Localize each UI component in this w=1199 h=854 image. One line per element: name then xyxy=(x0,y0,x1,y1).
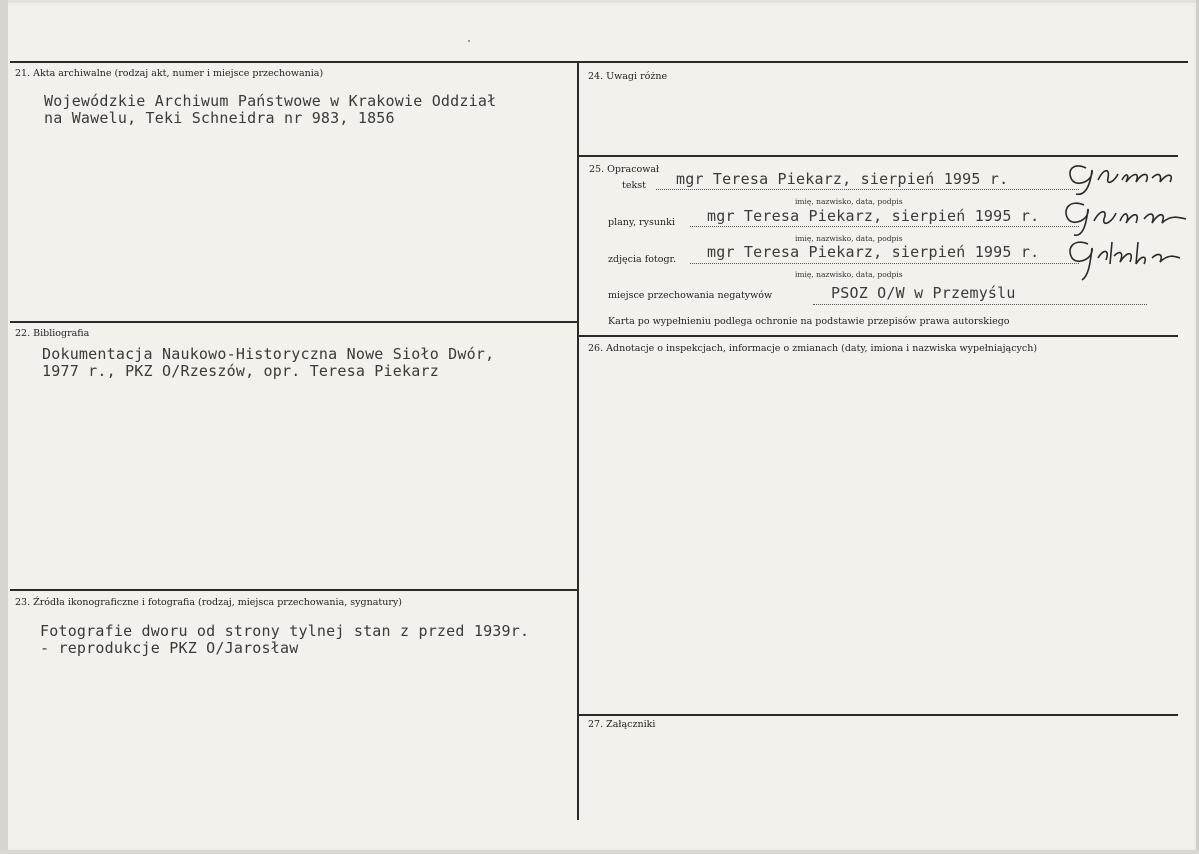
section-21-label: 21. Akta archiwalne (rodzaj akt, numer i miejsce przechowania) xyxy=(15,68,324,79)
row-photos-label: zdjęcia fotogr. xyxy=(608,254,677,265)
section-22-line-2: 1977 r., PKZ O/Rzeszów, opr. Teresa Piekarz xyxy=(42,362,439,380)
top-rule xyxy=(10,61,1188,63)
copyright-note: Karta po wypełnieniu podlega ochronie na podstawie przepisów prawa autorskiego xyxy=(608,316,1010,327)
row-plans-value: mgr Teresa Piekarz, sierpień 1995 r. xyxy=(707,207,1040,225)
row-photos-caption: imię, nazwisko, data, podpis xyxy=(795,270,903,279)
section-21-line-2: na Wawelu, Teki Schneidra nr 983, 1856 xyxy=(44,109,395,127)
section-25-label: 25. Opracował xyxy=(589,164,660,175)
rule-26-27 xyxy=(579,714,1178,716)
section-27-label: 27. Załączniki xyxy=(588,719,656,730)
section-21-line-1: Wojewódzkie Archiwum Państwowe w Krakowie Oddział xyxy=(44,92,497,110)
row-text-line xyxy=(656,189,1079,190)
section-22-line-1: Dokumentacja Naukowo-Historyczna Nowe Sioło Dwór, xyxy=(42,345,495,363)
card-bottom-edge xyxy=(0,850,1199,854)
negatives-line xyxy=(813,304,1147,305)
row-text-label: tekst xyxy=(622,180,646,191)
row-plans-label: plany, rysunki xyxy=(608,217,675,228)
section-23-line-1: Fotografie dworu od strony tylnej stan z przed 1939r. xyxy=(40,622,530,640)
section-23-label: 23. Źródła ikonograficzne i fotografia (rodzaj, miejsca przechowania, sygnatury) xyxy=(15,597,402,608)
rule-24-25 xyxy=(579,155,1178,157)
signature-plans xyxy=(1060,197,1190,239)
row-plans-caption: imię, nazwisko, data, podpis xyxy=(795,234,903,243)
center-divider xyxy=(577,63,579,820)
rule-25-26 xyxy=(579,335,1178,337)
row-text-value: mgr Teresa Piekarz, sierpień 1995 r. xyxy=(676,170,1009,188)
section-23-line-2: - reprodukcje PKZ O/Jarosław xyxy=(40,639,299,657)
rule-21-22 xyxy=(10,321,578,323)
paper-speck xyxy=(468,40,470,42)
signature-text xyxy=(1064,158,1184,198)
section-24-label: 24. Uwagi różne xyxy=(588,71,668,82)
rule-22-23 xyxy=(10,589,578,591)
row-photos-value: mgr Teresa Piekarz, sierpień 1995 r. xyxy=(707,243,1040,261)
card-left-edge xyxy=(0,0,8,854)
section-22-label: 22. Bibliografia xyxy=(15,328,90,339)
row-plans-line xyxy=(690,226,1079,227)
negatives-label: miejsce przechowania negatywów xyxy=(608,290,773,301)
negatives-value: PSOZ O/W w Przemyślu xyxy=(831,284,1016,302)
signature-photos xyxy=(1064,236,1184,282)
row-photos-line xyxy=(690,263,1079,264)
section-26-label: 26. Adnotacje o inspekcjach, informacje o zmianach (daty, imiona i nazwiska wypełniających) xyxy=(588,343,1038,354)
row-text-caption: imię, nazwisko, data, podpis xyxy=(795,197,903,206)
